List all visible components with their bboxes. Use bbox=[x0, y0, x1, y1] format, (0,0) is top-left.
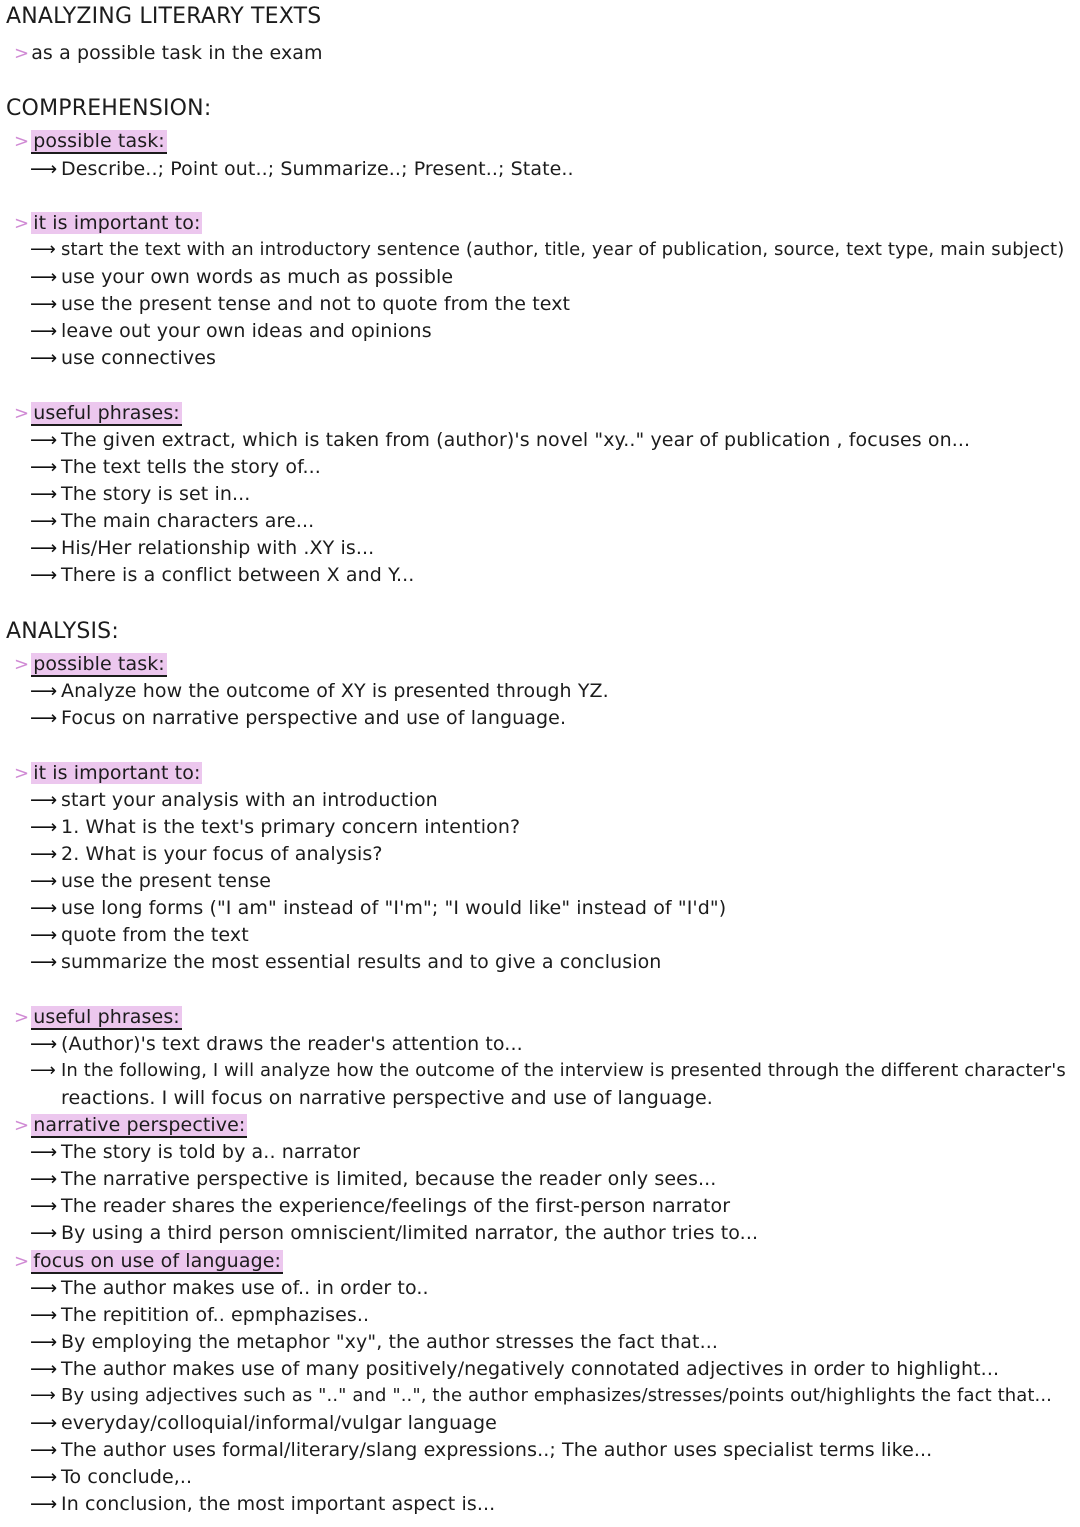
triangle-bullet-icon: > bbox=[14, 43, 30, 64]
list-item: ⟶ everyday/colloquial/informal/vulgar language bbox=[30, 1412, 497, 1434]
triangle-bullet-icon: > bbox=[14, 1007, 30, 1028]
arrow-right-icon: ⟶ bbox=[30, 1033, 58, 1055]
arrow-right-icon: ⟶ bbox=[30, 483, 58, 505]
section-heading: ANALYSIS: bbox=[6, 619, 119, 644]
group-label: > possible task: bbox=[14, 651, 167, 678]
triangle-bullet-icon: > bbox=[14, 763, 30, 784]
group-label: > useful phrases: bbox=[14, 1004, 182, 1031]
arrow-right-icon: ⟶ bbox=[30, 897, 58, 919]
arrow-right-icon: ⟶ bbox=[30, 870, 58, 892]
group-label: > useful phrases: bbox=[14, 400, 182, 427]
list-item: ⟶ By employing the metaphor "xy", the author stresses the fact that... bbox=[30, 1331, 719, 1353]
group-label: > possible task: bbox=[14, 128, 167, 155]
arrow-right-icon: ⟶ bbox=[30, 1304, 58, 1326]
arrow-right-icon: ⟶ bbox=[30, 1358, 58, 1380]
list-item: ⟶ summarize the most essential results and to give a conclusion bbox=[30, 951, 662, 973]
list-item: ⟶ The author uses formal/literary/slang expressions..; The author uses specialist terms like... bbox=[30, 1439, 933, 1461]
arrow-right-icon: ⟶ bbox=[30, 1277, 58, 1299]
arrow-right-icon: ⟶ bbox=[30, 1466, 58, 1488]
arrow-right-icon: ⟶ bbox=[30, 347, 58, 369]
arrow-right-icon: ⟶ bbox=[30, 456, 58, 478]
list-item: ⟶ In conclusion, the most important aspect is... bbox=[30, 1493, 496, 1515]
list-item: ⟶ start your analysis with an introduction bbox=[30, 789, 438, 811]
arrow-right-icon: ⟶ bbox=[30, 1331, 58, 1353]
list-item: ⟶ By using adjectives such as ".." and "..", the author emphasizes/stresses/points out/highlights the fact that... bbox=[30, 1383, 1052, 1409]
list-item: ⟶ There is a conflict between X and Y... bbox=[30, 564, 415, 586]
list-item: ⟶ Analyze how the outcome of XY is presented through YZ. bbox=[30, 680, 609, 702]
list-item: ⟶ The story is told by a.. narrator bbox=[30, 1141, 361, 1163]
arrow-right-icon: ⟶ bbox=[30, 239, 56, 260]
arrow-right-icon: ⟶ bbox=[30, 1439, 58, 1461]
list-item: ⟶ His/Her relationship with .XY is... bbox=[30, 537, 375, 559]
page-title: ANALYZING LITERARY TEXTS bbox=[6, 4, 322, 29]
subtitle: > as a possible task in the exam bbox=[14, 40, 323, 67]
list-item: ⟶ use long forms ("I am" instead of "I'm"; "I would like" instead of "I'd") bbox=[30, 897, 727, 919]
group-label: > it is important to: bbox=[14, 760, 202, 787]
arrow-right-icon: ⟶ bbox=[30, 1195, 58, 1217]
triangle-bullet-icon: > bbox=[14, 1115, 30, 1136]
arrow-right-icon: ⟶ bbox=[30, 320, 58, 342]
group-label: > focus on use of language: bbox=[14, 1248, 283, 1275]
list-item: ⟶ By using a third person omniscient/limited narrator, the author tries to... bbox=[30, 1222, 759, 1244]
arrow-right-icon: ⟶ bbox=[30, 1222, 58, 1244]
arrow-right-icon: ⟶ bbox=[30, 680, 58, 702]
group-label: > narrative perspective: bbox=[14, 1112, 247, 1139]
list-item: ⟶ 2. What is your focus of analysis? bbox=[30, 843, 383, 865]
list-item: ⟶ The main characters are... bbox=[30, 510, 315, 532]
triangle-bullet-icon: > bbox=[14, 403, 30, 424]
arrow-right-icon: ⟶ bbox=[30, 1385, 56, 1406]
arrow-right-icon: ⟶ bbox=[30, 537, 58, 559]
list-item-continuation: reactions. I will focus on narrative perspective and use of language. bbox=[61, 1087, 713, 1109]
list-item: ⟶ Focus on narrative perspective and use of language. bbox=[30, 707, 567, 729]
triangle-bullet-icon: > bbox=[14, 131, 30, 152]
arrow-right-icon: ⟶ bbox=[30, 789, 58, 811]
list-item: ⟶ The narrative perspective is limited, because the reader only sees... bbox=[30, 1168, 717, 1190]
arrow-right-icon: ⟶ bbox=[30, 816, 58, 838]
list-item: ⟶ The text tells the story of... bbox=[30, 456, 321, 478]
arrow-right-icon: ⟶ bbox=[30, 1493, 58, 1515]
list-item: ⟶ In the following, I will analyze how the outcome of the interview is presented through the different character's bbox=[30, 1058, 1066, 1084]
arrow-right-icon: ⟶ bbox=[30, 924, 58, 946]
list-item: ⟶ The repitition of.. epmphazises.. bbox=[30, 1304, 370, 1326]
list-item: ⟶ use the present tense and not to quote from the text bbox=[30, 293, 571, 315]
arrow-right-icon: ⟶ bbox=[30, 293, 58, 315]
arrow-right-icon: ⟶ bbox=[30, 707, 58, 729]
list-item: ⟶ Describe..; Point out..; Summarize..; Present..; State.. bbox=[30, 158, 574, 180]
list-item: ⟶ use the present tense bbox=[30, 870, 272, 892]
list-item: ⟶ The reader shares the experience/feelings of the first-person narrator bbox=[30, 1195, 731, 1217]
arrow-right-icon: ⟶ bbox=[30, 564, 58, 586]
triangle-bullet-icon: > bbox=[14, 213, 30, 234]
arrow-right-icon: ⟶ bbox=[30, 1141, 58, 1163]
list-item: ⟶ start the text with an introductory sentence (author, title, year of publication, source, text type, main subject) bbox=[30, 237, 1064, 263]
section-heading: COMPREHENSION: bbox=[6, 96, 212, 121]
arrow-right-icon: ⟶ bbox=[30, 1168, 58, 1190]
arrow-right-icon: ⟶ bbox=[30, 951, 58, 973]
list-item: ⟶ The author makes use of.. in order to.. bbox=[30, 1277, 429, 1299]
list-item: ⟶ leave out your own ideas and opinions bbox=[30, 320, 432, 342]
list-item: ⟶ (Author)'s text draws the reader's attention to... bbox=[30, 1033, 523, 1055]
arrow-right-icon: ⟶ bbox=[30, 158, 58, 180]
list-item: ⟶ use connectives bbox=[30, 347, 217, 369]
list-item: ⟶ To conclude,.. bbox=[30, 1466, 193, 1488]
list-item: ⟶ The given extract, which is taken from (author)'s novel "xy.." year of publication , focuses on... bbox=[30, 429, 971, 451]
list-item: ⟶ The author makes use of many positively/negatively connotated adjectives in order to highlight... bbox=[30, 1358, 1000, 1380]
list-item: ⟶ quote from the text bbox=[30, 924, 249, 946]
arrow-right-icon: ⟶ bbox=[30, 1412, 58, 1434]
list-item: ⟶ use your own words as much as possible bbox=[30, 266, 454, 288]
triangle-bullet-icon: > bbox=[14, 1251, 30, 1272]
arrow-right-icon: ⟶ bbox=[30, 266, 58, 288]
arrow-right-icon: ⟶ bbox=[30, 510, 58, 532]
group-label: > it is important to: bbox=[14, 210, 202, 237]
arrow-right-icon: ⟶ bbox=[30, 429, 58, 451]
triangle-bullet-icon: > bbox=[14, 654, 30, 675]
arrow-right-icon: ⟶ bbox=[30, 1060, 56, 1081]
arrow-right-icon: ⟶ bbox=[30, 843, 58, 865]
list-item: ⟶ The story is set in... bbox=[30, 483, 251, 505]
list-item: ⟶ 1. What is the text's primary concern intention? bbox=[30, 816, 521, 838]
